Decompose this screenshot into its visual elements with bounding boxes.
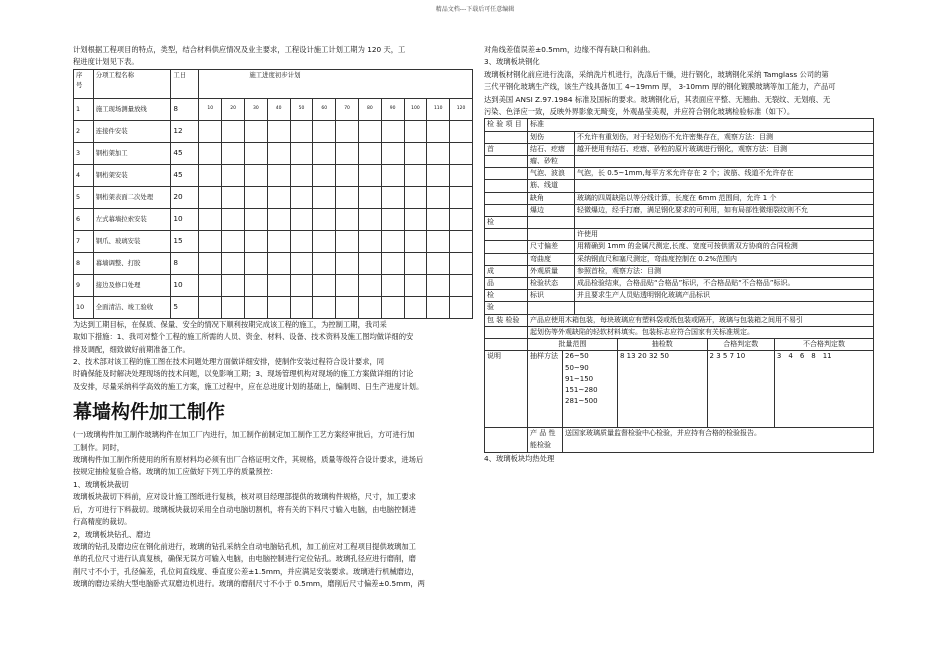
item-cell: 爆边 <box>528 204 575 216</box>
tempering-paragraph <box>484 69 874 119</box>
progress-tick: 60 <box>313 98 336 120</box>
progress-tick: 90 <box>381 98 404 120</box>
standard-cell: 成品检验结束，合格品贴“合格品”标识，不合格品贴“不合格品”标识。 <box>575 278 874 290</box>
progress-cell <box>404 274 427 296</box>
progress-tick: 10 <box>199 98 222 120</box>
subheading: 3、玻璃板块钢化 <box>484 57 540 67</box>
category-cell: 成 <box>485 265 528 277</box>
inspection-row <box>485 241 874 253</box>
category-cell: 检 <box>485 290 528 302</box>
progress-cell <box>199 186 222 208</box>
row-no: 5 <box>74 186 94 208</box>
row-item: 接边及修口处理 <box>93 274 171 296</box>
progress-cell <box>244 142 267 164</box>
standard-cell: 采纳钢直尺和塞尺测定，弯曲度控制在 0.2%范围内 <box>575 253 874 265</box>
progress-cell <box>427 230 450 252</box>
progress-cell <box>222 186 245 208</box>
text-line: 对角线差值误差±0.5mm，边缘不得有缺口和斜曲。 <box>484 45 655 54</box>
row-no: 10 <box>74 296 94 318</box>
sample-count-header: 抽检数 <box>618 339 708 351</box>
text-line: 取如下措施：1、我司对整个工程的施工所需的人员、资金、材料、设备、技术资料及施工图均做详细的安 <box>73 332 414 342</box>
text-line: 玻璃板块裁切下料前，应对设计施工图纸进行复核，核对项目经理部提供的玻璃构件规格，尺寸，加工要求 <box>73 492 416 502</box>
progress-cell <box>381 252 404 274</box>
progress-cell <box>313 164 336 186</box>
text-line: 1、玻璃板块裁切 <box>73 479 129 489</box>
progress-tick: 50 <box>290 98 313 120</box>
col-no-header: 序 号 <box>74 69 94 98</box>
intro-line: 程进度计划见下表。 <box>73 57 139 67</box>
inspection-item-header: 检 验 项 目 <box>485 119 528 131</box>
row-no: 4 <box>74 164 94 186</box>
progress-cell <box>336 142 359 164</box>
text-line: 玻璃的磨边采纳大型电脑卧式双磨边机进行。玻璃的磨削尺寸不小于 0.5mm，磨削后尺寸偏差±0.5mm，两 <box>73 579 425 589</box>
progress-tick: 120 <box>450 98 473 120</box>
standard-cell: 玻璃的四周缺陷以等分线计算，长度在 6mm 范围间，允许 1 个 <box>575 192 874 204</box>
row-days: 45 <box>171 164 199 186</box>
text-line: 后，方可进行下料裁切。玻璃板块裁切采用全自动电脑切割机，将有关的下料尺寸输入电脑，由电脑控制进 <box>73 504 416 514</box>
row-days: 8 <box>171 252 199 274</box>
schedule-row <box>74 252 473 274</box>
schedule-table <box>73 69 473 319</box>
intro-line: 计划根据工程项目的特点，类型，结合材料供应情况及业主要求，工程设计施工计划工期为 120 天，工 <box>73 45 406 54</box>
progress-cell <box>381 164 404 186</box>
blank-cell <box>485 339 528 351</box>
inspection-row <box>485 265 874 277</box>
batch-range-header: 批量范围 <box>528 339 618 351</box>
sampling-table <box>484 338 874 453</box>
text-line: 及安排，尽量采纳科学高效的施工方案，施工过程中，应在总进度计划的基础上，编制周、日生产进度计划。 <box>73 381 424 391</box>
row-days: 20 <box>171 186 199 208</box>
progress-cell <box>381 120 404 142</box>
category-cell <box>485 131 528 143</box>
progress-cell <box>222 208 245 230</box>
row-days: 45 <box>171 142 199 164</box>
section-heading: 幕墙构件加工制作 <box>73 401 226 424</box>
standard-cell: 并且要求生产人员贴透明钢化玻璃产品标识 <box>575 290 874 302</box>
row-no: 9 <box>74 274 94 296</box>
row-item: 钢桁架加工 <box>93 142 171 164</box>
text-line: 单的孔位尺寸进行认真复核，确保无误方可输入电脑，由电脑控制进行定位钻孔。玻璃孔径应进行磨削，磨 <box>73 554 416 564</box>
item-cell <box>528 229 575 241</box>
row-no: 2 <box>74 120 94 142</box>
progress-cell <box>244 164 267 186</box>
progress-cell <box>427 120 450 142</box>
progress-cell <box>404 230 427 252</box>
progress-cell <box>358 120 381 142</box>
text-line: (一)玻璃构件加工制作玻璃构件在加工厂内进行，加工制作前制定加工制作工艺方案经审批后，方可进行加 <box>73 430 415 440</box>
progress-cell <box>222 230 245 252</box>
progress-cell <box>267 208 290 230</box>
progress-cell <box>222 252 245 274</box>
progress-cell <box>290 120 313 142</box>
row-no: 8 <box>74 252 94 274</box>
text-line: 削尺寸不小于，孔径偏差，孔位间直线度、垂直度公差±1.5mm，并应满足安装要求。玻璃进行机械磨边， <box>73 566 419 576</box>
category-cell <box>485 326 528 338</box>
standard-cell: 用精确到 1mm 的金属尺测定,长度、宽度可按供需双方协商的合同检测 <box>575 241 874 253</box>
row-item: 施工现场测量放线 <box>93 98 171 120</box>
subheading: 4、玻璃板块均热处理 <box>484 454 555 464</box>
progress-cell <box>358 142 381 164</box>
inspection-row <box>485 180 874 192</box>
progress-cell <box>450 164 473 186</box>
text-line: 2，玻璃板块钻孔、磨边 <box>73 529 151 539</box>
progress-cell <box>244 208 267 230</box>
right-column <box>484 44 874 466</box>
standard-cell: 轻微爆边，经手打磨，满足钢化要求的可利用，如有局部性微细裂纹则不允 <box>575 204 874 216</box>
category-cell <box>485 192 528 204</box>
schedule-row <box>74 208 473 230</box>
reject-number-header: 不合格判定数 <box>774 339 873 351</box>
category-cell: 首 <box>485 143 528 155</box>
accept-numbers: 2 3 5 7 10 <box>707 351 774 428</box>
standard-cell: 参照首检，观察方法：目测 <box>575 265 874 277</box>
inspection-row <box>485 131 874 143</box>
progress-cell <box>450 142 473 164</box>
inspection-row <box>485 192 874 204</box>
progress-cell <box>290 230 313 252</box>
schedule-row <box>74 296 473 318</box>
row-item: 左式幕墙拉索安装 <box>93 208 171 230</box>
progress-cell <box>404 120 427 142</box>
progress-cell <box>336 164 359 186</box>
inspection-row <box>485 229 874 241</box>
row-no: 6 <box>74 208 94 230</box>
progress-cell <box>290 142 313 164</box>
category-cell <box>485 156 528 168</box>
sampling-method-label: 抽样方法 <box>528 351 563 428</box>
progress-cell <box>427 164 450 186</box>
category-cell <box>485 229 528 241</box>
standard-cell: 产品应使用木箱包装，每块玻璃应有塑料袋或纸包装或隔开，玻璃与包装箱之间用不易引 <box>528 314 874 326</box>
inspection-row <box>485 168 874 180</box>
progress-cell <box>358 296 381 318</box>
row-no: 7 <box>74 230 94 252</box>
progress-cell <box>404 164 427 186</box>
progress-cell <box>404 296 427 318</box>
schedule-row <box>74 164 473 186</box>
inspection-table <box>484 118 874 339</box>
progress-cell <box>244 252 267 274</box>
row-days: 10 <box>171 274 199 296</box>
sample-counts: 8 13 20 32 50 <box>618 351 708 428</box>
inspection-row <box>485 204 874 216</box>
item-cell: 标识 <box>528 290 575 302</box>
measures-text <box>73 319 473 393</box>
progress-cell <box>427 296 450 318</box>
progress-tick: 80 <box>358 98 381 120</box>
progress-cell <box>336 120 359 142</box>
progress-cell <box>290 208 313 230</box>
text-line: 玻璃构件加工制作所使用的所有原材料均必须有出厂合格证明文件，其规格，质量等级符合设计要求，进场后 <box>73 455 424 465</box>
col-progress-header: 施工进度初步计划 <box>199 69 473 98</box>
text-line: 为达到工期目标，在保质、保量、安全的情况下顺利按期完成该工程的施工，为控制工期，我司采 <box>73 319 387 329</box>
progress-cell <box>358 252 381 274</box>
item-cell: 气泡、波浪 <box>528 168 575 180</box>
progress-cell <box>267 186 290 208</box>
progress-cell <box>313 296 336 318</box>
progress-cell <box>404 142 427 164</box>
progress-cell <box>199 252 222 274</box>
progress-cell <box>244 274 267 296</box>
progress-cell <box>358 164 381 186</box>
note-label: 说明 <box>485 351 528 428</box>
item-cell: 瘤、砂粒 <box>528 156 575 168</box>
progress-cell <box>290 186 313 208</box>
progress-cell <box>199 164 222 186</box>
progress-cell <box>358 208 381 230</box>
row-item: 钢桁架表面二次处理 <box>93 186 171 208</box>
progress-cell <box>267 252 290 274</box>
row-days: 10 <box>171 208 199 230</box>
progress-tick: 100 <box>404 98 427 120</box>
progress-cell <box>290 296 313 318</box>
accept-number-header: 合格判定数 <box>707 339 774 351</box>
category-cell <box>485 168 528 180</box>
text-line: 2、技术部对该工程的施工图在技术问题处理方面做详细安排，使制作安装过程符合设计要求，同 <box>73 357 385 367</box>
progress-cell <box>199 120 222 142</box>
item-cell: 划伤 <box>528 131 575 143</box>
row-days: 5 <box>171 296 199 318</box>
progress-cell <box>427 142 450 164</box>
text-line: 工制作。同时， <box>73 442 125 452</box>
progress-cell <box>381 208 404 230</box>
inspection-row <box>485 290 874 302</box>
row-item: 钢桁架安装 <box>93 164 171 186</box>
progress-tick: 30 <box>244 98 267 120</box>
reject-numbers: 3 4 6 8 11 <box>774 351 873 428</box>
progress-cell <box>450 252 473 274</box>
progress-cell <box>267 274 290 296</box>
progress-cell <box>427 186 450 208</box>
progress-tick: 110 <box>427 98 450 120</box>
text-line: 行高精度的裁切。 <box>73 517 132 527</box>
progress-cell <box>336 252 359 274</box>
item-cell: 结石、疙瘩 <box>528 143 575 155</box>
progress-cell <box>313 274 336 296</box>
progress-cell <box>381 274 404 296</box>
item-cell <box>528 217 575 229</box>
standard-cell: 越开使用有结石、疙瘩、砂粒的原片玻璃进行钢化，观察方法：目测 <box>575 143 874 155</box>
col-days-header: 工日 <box>171 69 199 98</box>
progress-tick: 40 <box>267 98 290 120</box>
progress-cell <box>244 296 267 318</box>
col-item-header: 分项工程名称 <box>93 69 171 98</box>
progress-cell <box>450 274 473 296</box>
progress-cell <box>381 186 404 208</box>
page-header: 精品文档---下载后可任意编辑 <box>435 6 515 13</box>
progress-cell <box>267 230 290 252</box>
schedule-row <box>74 120 473 142</box>
inspection-row <box>485 278 874 290</box>
progress-cell <box>290 252 313 274</box>
batch-ranges: 26~50 50~90 91~150 151~280 281~500 <box>563 351 618 428</box>
performance-test-text: 送国家玻璃质量监督检验中心检验，并应持有合格的检验报告。 <box>563 428 874 453</box>
item-cell: 尺寸偏差 <box>528 241 575 253</box>
row-no: 3 <box>74 142 94 164</box>
row-days: 12 <box>171 120 199 142</box>
progress-cell <box>222 274 245 296</box>
category-cell: 检 <box>485 217 528 229</box>
text-line: 三代平钢化玻璃生产线，该生产线具备加工 4~19mm 厚， 3-10mm 厚的钢化镀膜玻璃等加工能力，产品可 <box>484 82 836 92</box>
schedule-row <box>74 142 473 164</box>
progress-cell <box>267 164 290 186</box>
item-cell: 外观质量 <box>528 265 575 277</box>
progress-cell <box>404 252 427 274</box>
progress-tick: 20 <box>222 98 245 120</box>
schedule-row <box>74 230 473 252</box>
row-item: 连接件安装 <box>93 120 171 142</box>
progress-cell <box>199 296 222 318</box>
item-cell <box>528 302 575 314</box>
progress-cell <box>222 120 245 142</box>
progress-cell <box>199 274 222 296</box>
progress-cell <box>336 208 359 230</box>
row-days: 15 <box>171 230 199 252</box>
progress-cell <box>313 142 336 164</box>
progress-cell <box>199 208 222 230</box>
text-line: 玻璃板材钢化前应进行洗涤，采纳洗片机进行，洗涤后干燥，进行钢化，玻璃钢化采纳 Tamglass 公司的第 <box>484 69 829 79</box>
inspection-row <box>485 156 874 168</box>
standard-cell <box>575 156 874 168</box>
progress-cell <box>290 274 313 296</box>
progress-cell <box>313 230 336 252</box>
progress-cell <box>427 208 450 230</box>
text-line: 达到美国 ANSI Z.97.1984 标准及国标的要求。玻璃钢化后，其表面应平整、无翘曲、无裂纹、无划痕、无 <box>484 94 831 104</box>
inspection-row <box>485 302 874 314</box>
category-cell <box>485 180 528 192</box>
progress-cell <box>222 296 245 318</box>
progress-cell <box>222 142 245 164</box>
inspection-row <box>485 217 874 229</box>
row-no: 1 <box>74 98 94 120</box>
progress-cell <box>336 296 359 318</box>
progress-cell <box>313 120 336 142</box>
category-cell: 品 <box>485 278 528 290</box>
progress-cell <box>381 142 404 164</box>
progress-cell <box>244 120 267 142</box>
row-days: 8 <box>171 98 199 120</box>
category-cell <box>485 241 528 253</box>
progress-cell <box>381 296 404 318</box>
standard-header: 标准 <box>528 119 874 131</box>
row-item: 钢爪、玻璃安装 <box>93 230 171 252</box>
progress-cell <box>450 296 473 318</box>
progress-cell <box>358 230 381 252</box>
row-item: 全面清洁、竣工验收 <box>93 296 171 318</box>
item-cell: 筋、线道 <box>528 180 575 192</box>
category-cell: 包 装 检验 <box>485 314 528 326</box>
progress-cell <box>450 208 473 230</box>
progress-cell <box>427 274 450 296</box>
schedule-row <box>74 274 473 296</box>
progress-cell <box>267 120 290 142</box>
progress-cell <box>222 164 245 186</box>
text-line: 时确保能及时解决处理现场的技术问题，以免影响工期；3、现场管理机构对现场的施工方案做详细的讨论 <box>73 369 414 379</box>
progress-cell <box>313 186 336 208</box>
progress-cell <box>244 186 267 208</box>
progress-cell <box>381 230 404 252</box>
text-line: 排及调配，细致做好前期准备工作。 <box>73 344 190 354</box>
inspection-row <box>485 253 874 265</box>
progress-cell <box>336 186 359 208</box>
standard-cell: 气泡，长 0.5~1mm,每平方米允许存在 2 个；波筋、线道不允许存在 <box>575 168 874 180</box>
inspection-row <box>485 143 874 155</box>
schedule-row <box>74 98 473 120</box>
item-cell: 弯曲度 <box>528 253 575 265</box>
category-cell <box>485 204 528 216</box>
inspection-row <box>485 314 874 326</box>
left-column <box>73 44 473 591</box>
progress-cell <box>313 252 336 274</box>
standard-cell: 不允许有重划伤，对于轻划伤不允许密集存在，观察方法：目测 <box>575 131 874 143</box>
progress-cell <box>244 230 267 252</box>
progress-cell <box>450 120 473 142</box>
progress-cell <box>358 186 381 208</box>
progress-cell <box>199 230 222 252</box>
progress-tick: 70 <box>336 98 359 120</box>
progress-cell <box>267 296 290 318</box>
standard-cell <box>575 217 874 229</box>
category-cell: 验 <box>485 302 528 314</box>
progress-cell <box>404 186 427 208</box>
progress-cell <box>427 252 450 274</box>
standard-cell: 许使用 <box>575 229 874 241</box>
item-cell: 检验状态 <box>528 278 575 290</box>
text-line: 按规定抽检复验合格。玻璃的加工应做好下列工序的质量预控： <box>73 467 278 477</box>
item-cell: 缺角 <box>528 192 575 204</box>
progress-cell <box>450 186 473 208</box>
progress-cell <box>358 274 381 296</box>
schedule-row <box>74 186 473 208</box>
standard-cell: 起划伤等外观缺陷的轻软材料填实。包装标志应符合国家有关标准规定。 <box>528 326 874 338</box>
progress-cell <box>313 208 336 230</box>
progress-cell <box>450 230 473 252</box>
body-text <box>73 429 473 590</box>
progress-cell <box>290 164 313 186</box>
performance-test-label: 产 品 性能检验 <box>528 428 563 453</box>
text-line: 污染、色泽应一致，反映外界影象无畸变，外观晶莹美观，并应符合钢化玻璃检验标准（如下）。 <box>484 107 795 117</box>
row-item: 幕墙调整、打胶 <box>93 252 171 274</box>
progress-cell <box>336 230 359 252</box>
progress-cell <box>404 208 427 230</box>
category-cell <box>485 253 528 265</box>
standard-cell <box>575 180 874 192</box>
progress-cell <box>199 142 222 164</box>
text-line: 玻璃的钻孔及磨边应在钢化前进行，玻璃的钻孔采纳全自动电脑钻孔机，加工前应对工程项目提供玻璃加工 <box>73 541 416 551</box>
progress-cell <box>336 274 359 296</box>
inspection-row <box>485 326 874 338</box>
progress-cell <box>267 142 290 164</box>
standard-cell <box>575 302 874 314</box>
